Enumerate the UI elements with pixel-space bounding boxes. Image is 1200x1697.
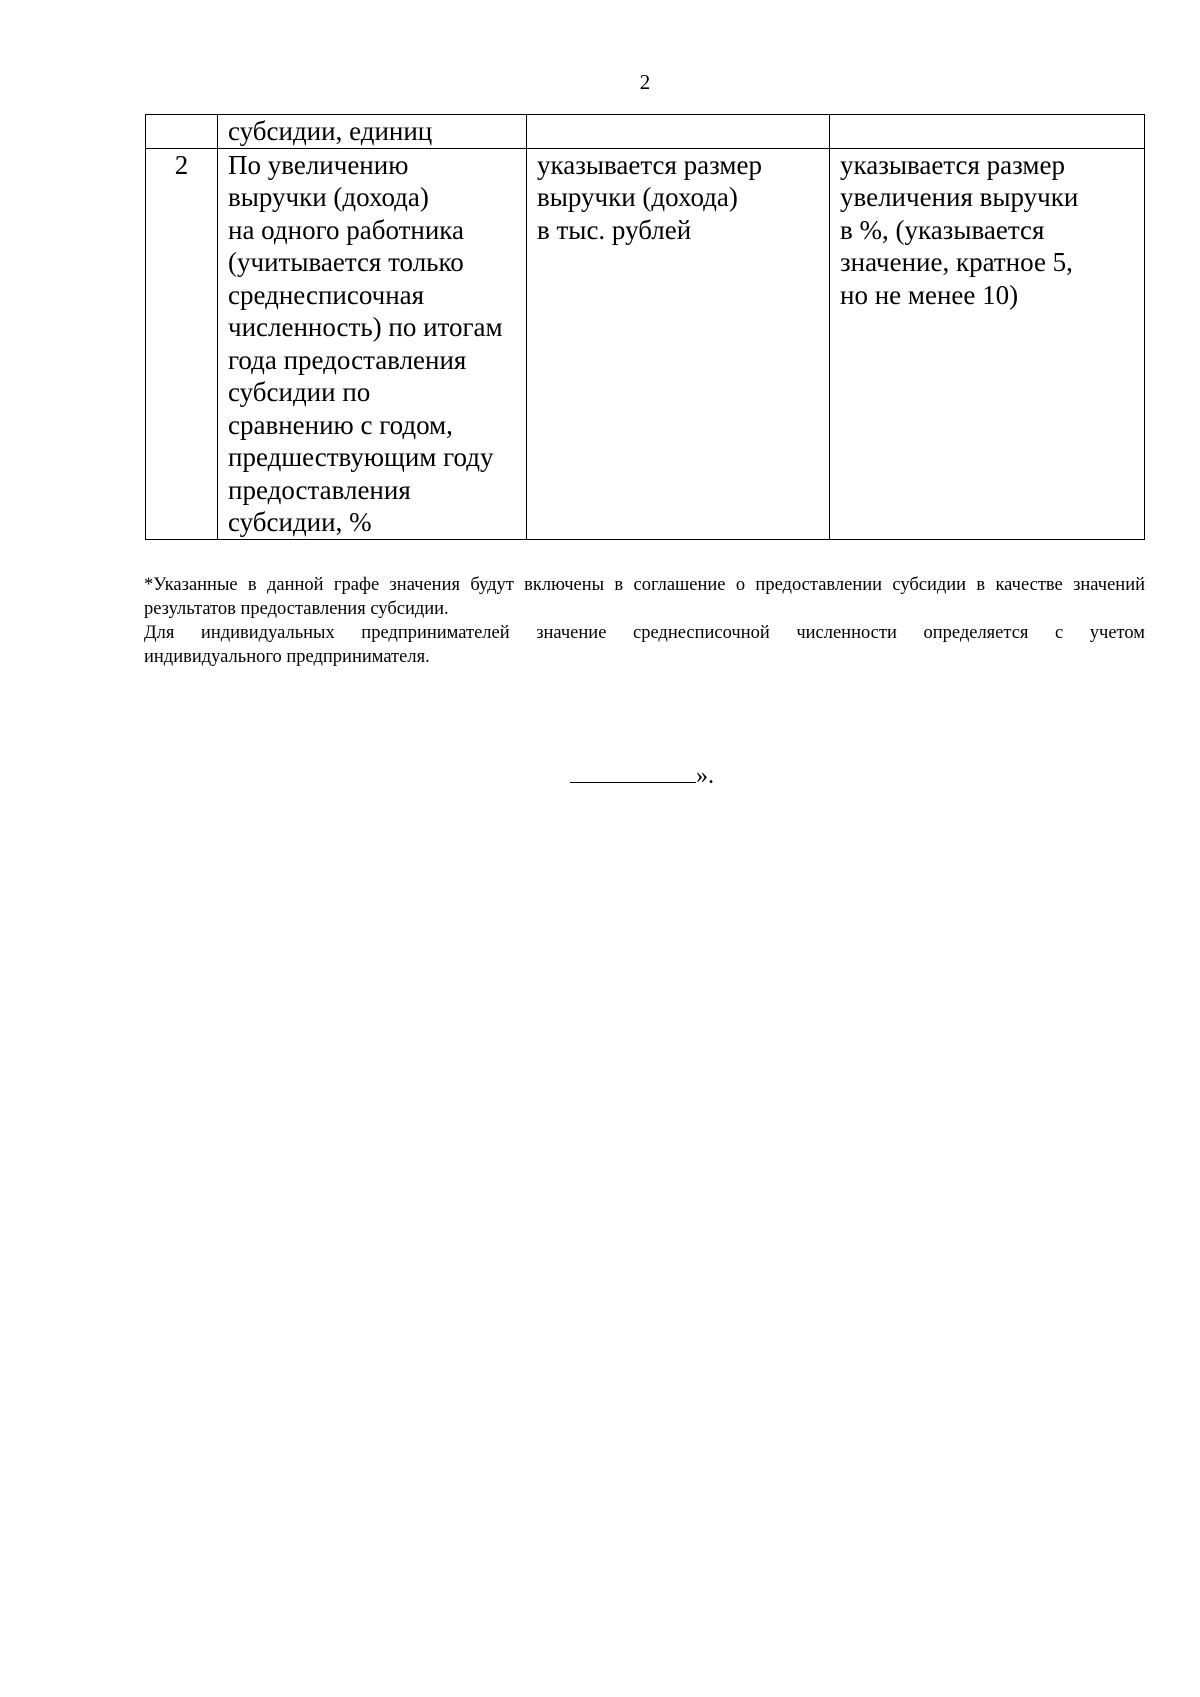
row-2-target-cell <box>830 148 1145 539</box>
closing-mark <box>570 760 714 790</box>
cell-line: предоставления <box>228 474 411 505</box>
cell-line: По увеличению <box>228 149 409 180</box>
cell-line: указывается размер <box>537 149 762 180</box>
row-2-name-cell <box>218 148 527 539</box>
row-2-num-cell: 2 <box>146 148 218 539</box>
cell-line: численность) по итогам <box>228 312 503 342</box>
cell-line: сравнению с годом, <box>228 409 453 440</box>
cell-line: выручки (дохода) <box>228 182 429 212</box>
footnote-line: результатов предоставления субсидии. <box>144 599 449 619</box>
cell-line: субсидии, % <box>228 507 372 537</box>
row-2-value-cell <box>527 148 830 539</box>
cell-line: среднесписочная <box>228 279 425 310</box>
row-continuation-target-cell <box>830 115 1145 149</box>
closing-quote: ». <box>696 763 714 789</box>
footnote-line: Для индивидуальных предпринимателей значение среднесписочной численности определяется с учетом <box>144 623 1145 643</box>
footnote-line: *Указанные в данной графе значения будут включены в соглашение о предоставлении субсидии в качестве значений <box>144 575 1145 595</box>
cell-line: выручки (дохода) <box>537 182 738 212</box>
cell-line: субсидии по <box>228 377 371 407</box>
footnote <box>144 573 1145 669</box>
cell-line: (учитывается только <box>228 247 464 277</box>
indicator-table <box>145 114 1145 540</box>
cell-line: увеличения выручки <box>840 182 1079 212</box>
cell-line: на одного работника <box>228 214 464 245</box>
cell-line: в %, (указывается <box>840 214 1045 245</box>
cell-line: в тыс. рублей <box>537 214 692 245</box>
row-continuation-name-cell <box>218 115 527 149</box>
cell-line: но не менее 10) <box>840 279 1019 310</box>
cell-line: предшествующим году <box>228 442 494 472</box>
row-continuation-value-cell <box>527 115 830 149</box>
cell-line: значение, кратное 5, <box>840 247 1073 277</box>
cell-line: года предоставления <box>228 344 467 375</box>
table-row-2 <box>146 148 1145 539</box>
cell-line: субсидии, единиц <box>228 116 433 146</box>
footnote-line: индивидуального предпринимателя. <box>144 647 430 667</box>
page-number: 2 <box>639 70 651 94</box>
table-row-continuation <box>146 115 1145 149</box>
row-continuation-num-cell <box>146 115 218 149</box>
blank-underline <box>570 760 696 783</box>
cell-line: указывается размер <box>840 149 1065 180</box>
